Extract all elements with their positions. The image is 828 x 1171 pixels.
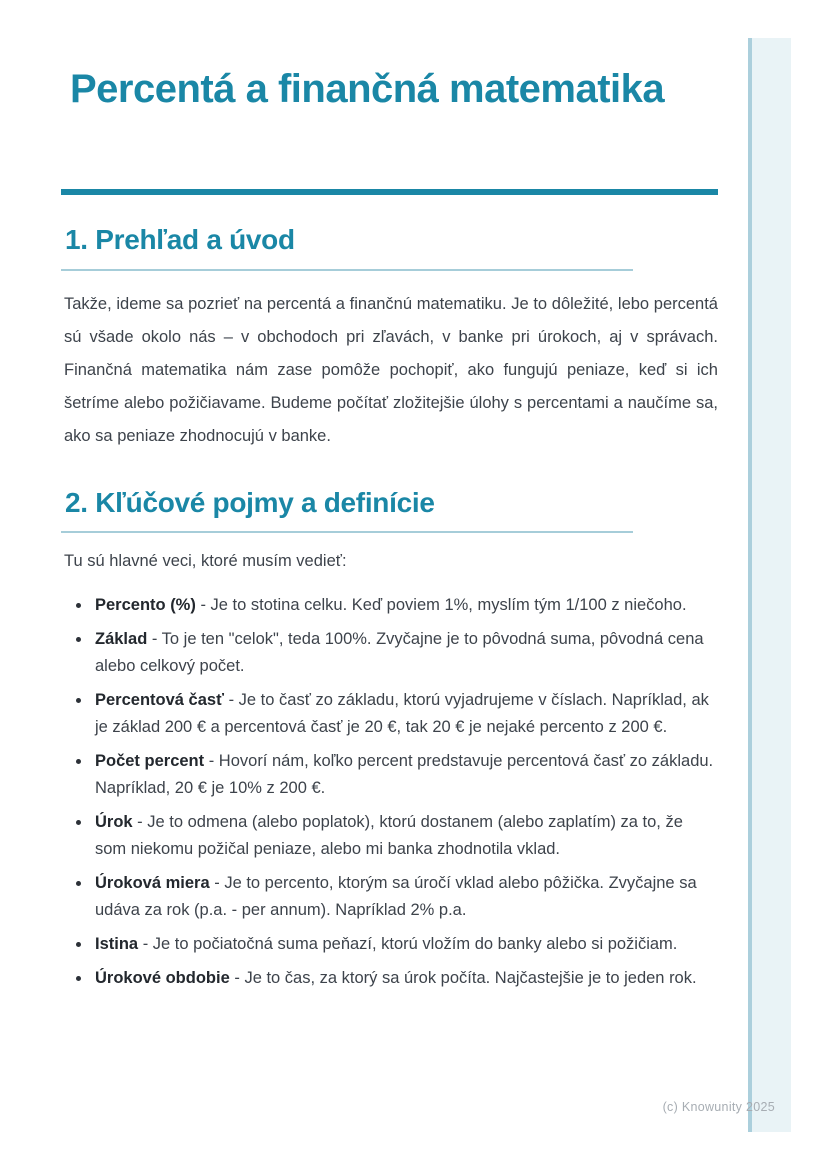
term-description: Hovorí nám, koľko percent predstavuje percentová časť zo základu. Napríklad, 20 € je 10% z 200 €. [95,752,714,797]
term-description: To je ten "celok", teda 100%. Zvyčajne je to pôvodná suma, pôvodná cena alebo celkový počet. [95,630,704,675]
term-description: Je to stotina celku. Keď poviem 1%, myslím tým 1/100 z niečoho. [210,596,687,614]
term-label: Percento (%) [95,596,196,614]
title-divider [61,189,718,195]
term-label: Istina [95,935,139,953]
list-item [64,965,718,992]
section-2-heading: 2. Kľúčové pojmy a definície [65,487,435,518]
term-description: Je to odmena (alebo poplatok), ktorú dostanem (alebo zaplatím) za to, že som niekomu požičal peniaze, alebo mi banka zhodnotila vklad. [95,813,683,858]
term-description: Je to počiatočná suma peňazí, ktorú vložím do banky alebo si požičiam. [152,935,678,953]
definitions-list [64,592,718,999]
term-label: Úrok [95,813,133,831]
term-description: Je to percento, ktorým sa úročí vklad alebo pôžička. Zvyčajne sa udáva za rok (p.a. - per annum). Napríklad 2% p.a. [95,874,697,919]
term-separator: - [223,691,239,709]
list-item [64,809,718,863]
term-separator: - [138,935,153,953]
right-accent-bar [748,38,791,1132]
section-2-underline [61,531,633,533]
term-separator: - [147,630,162,648]
term-label: Počet percent [95,752,205,770]
term-label: Úroková miera [95,874,210,892]
footer-credit: (c) Knowunity 2025 [662,1100,775,1114]
section-1-heading: 1. Prehľad a úvod [65,224,295,255]
list-item [64,687,718,741]
term-description: Je to čas, za ktorý sa úrok počíta. Najčastejšie je to jeden rok. [244,969,697,987]
term-separator: - [132,813,148,831]
term-description: Je to časť zo základu, ktorú vyjadrujeme v číslach. Napríklad, ak je základ 200 € a percentová časť je 20 €, tak 20 € je nejaké percento z 200 €. [95,691,709,736]
term-separator: - [195,596,211,614]
list-item [64,626,718,680]
section-1-underline [61,269,633,271]
term-label: Základ [95,630,148,648]
term-label: Úrokové obdobie [95,969,230,987]
term-separator: - [204,752,219,770]
term-separator: - [229,969,245,987]
term-label: Percentová časť [95,691,224,709]
list-item [64,592,718,619]
term-separator: - [209,874,225,892]
document-title: Percentá a finančná matematika [70,67,665,111]
list-item [64,870,718,924]
section-1-paragraph: Takže, ideme sa pozrieť na percentá a finančnú matematiku. Je to dôležité, lebo percentá sú všade okolo nás – v obchodoch pri zľavách, v banke pri úrokoch, aj v správach. Finančná matematika nám zase pomôže pochopiť, ako fungujú peniaze, keď si ich šetríme alebo požičiavame. Budeme počítať zložitejšie úlohy s percentami a naučíme sa, ako sa peniaze zhodnocujú v banke. [64,295,718,445]
list-item [64,931,718,958]
definitions-intro: Tu sú hlavné veci, ktoré musím vedieť: [64,552,347,570]
list-item [64,748,718,802]
